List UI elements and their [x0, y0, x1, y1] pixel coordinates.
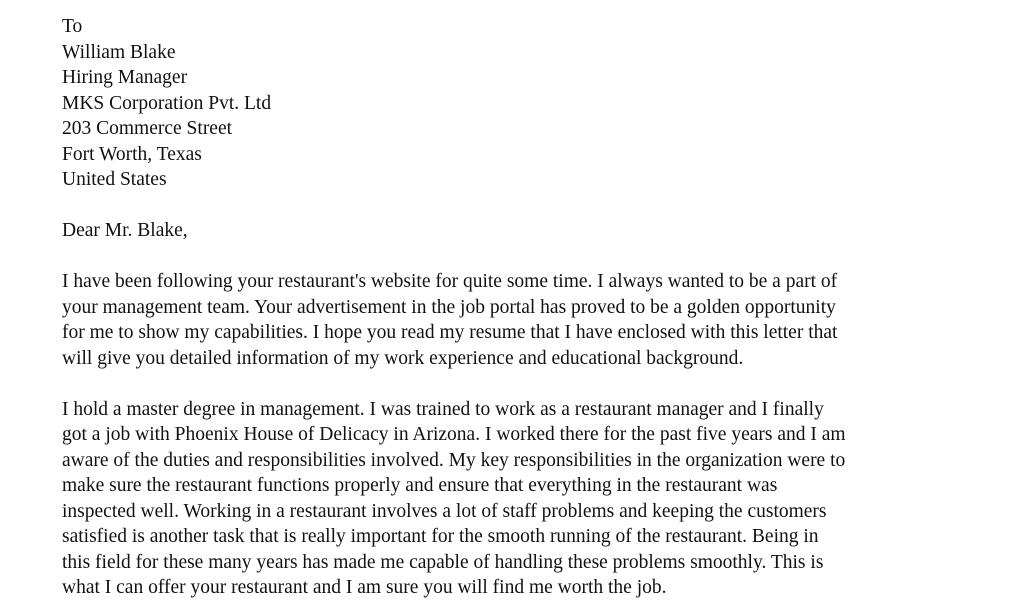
- spacer: [62, 193, 1002, 219]
- recipient-line: William Blake: [62, 41, 176, 63]
- spacer: [62, 244, 1002, 270]
- paragraph-line: this field for these many years has made me capable of handling these problems smoothly. This is: [62, 551, 824, 573]
- paragraph-line: I hold a master degree in management. I was trained to work as a restaurant manager and I finally: [62, 398, 824, 420]
- recipient-line: 203 Commerce Street: [62, 118, 233, 139]
- recipient-line: United States: [62, 169, 167, 190]
- paragraph-line: will give you detailed information of my work experience and educational background.: [62, 347, 744, 369]
- recipient-line: Fort Worth, Texas: [62, 143, 202, 165]
- paragraph-1: [62, 269, 1002, 371]
- recipient-line: Hiring Manager: [62, 67, 188, 88]
- paragraph-line: satisfied is another task that is really important for the smooth running of the restaurant. Being in: [62, 526, 819, 547]
- letter-page: [62, 14, 1002, 601]
- paragraph-line: make sure the restaurant functions properly and ensure that everything in the restaurant was: [62, 475, 778, 496]
- paragraph-line: inspected well. Working in a restaurant involves a lot of staff problems and keeping the customers: [62, 500, 827, 522]
- paragraph-line: I have been following your restaurant's website for quite some time. I always wanted to be a part of: [62, 271, 838, 292]
- recipient-line: To: [62, 16, 83, 37]
- paragraph-line: what I can offer your restaurant and I am sure you will find me worth the job.: [62, 577, 667, 598]
- spacer: [62, 371, 1002, 397]
- recipient-block: [62, 14, 1002, 193]
- paragraph-line: got a job with Phoenix House of Delicacy in Arizona. I worked there for the past five years and I am: [62, 424, 846, 445]
- paragraph-line: for me to show my capabilities. I hope you read my resume that I have enclosed with this letter that: [62, 322, 838, 343]
- paragraph-line: aware of the duties and responsibilities involved. My key responsibilities in the organization were to: [62, 449, 846, 471]
- salutation: Dear Mr. Blake,: [62, 220, 188, 241]
- recipient-line: MKS Corporation Pvt. Ltd: [62, 92, 272, 114]
- paragraph-2: [62, 397, 1002, 601]
- paragraph-line: your management team. Your advertisement in the job portal has proved to be a golden opportunity: [62, 296, 836, 318]
